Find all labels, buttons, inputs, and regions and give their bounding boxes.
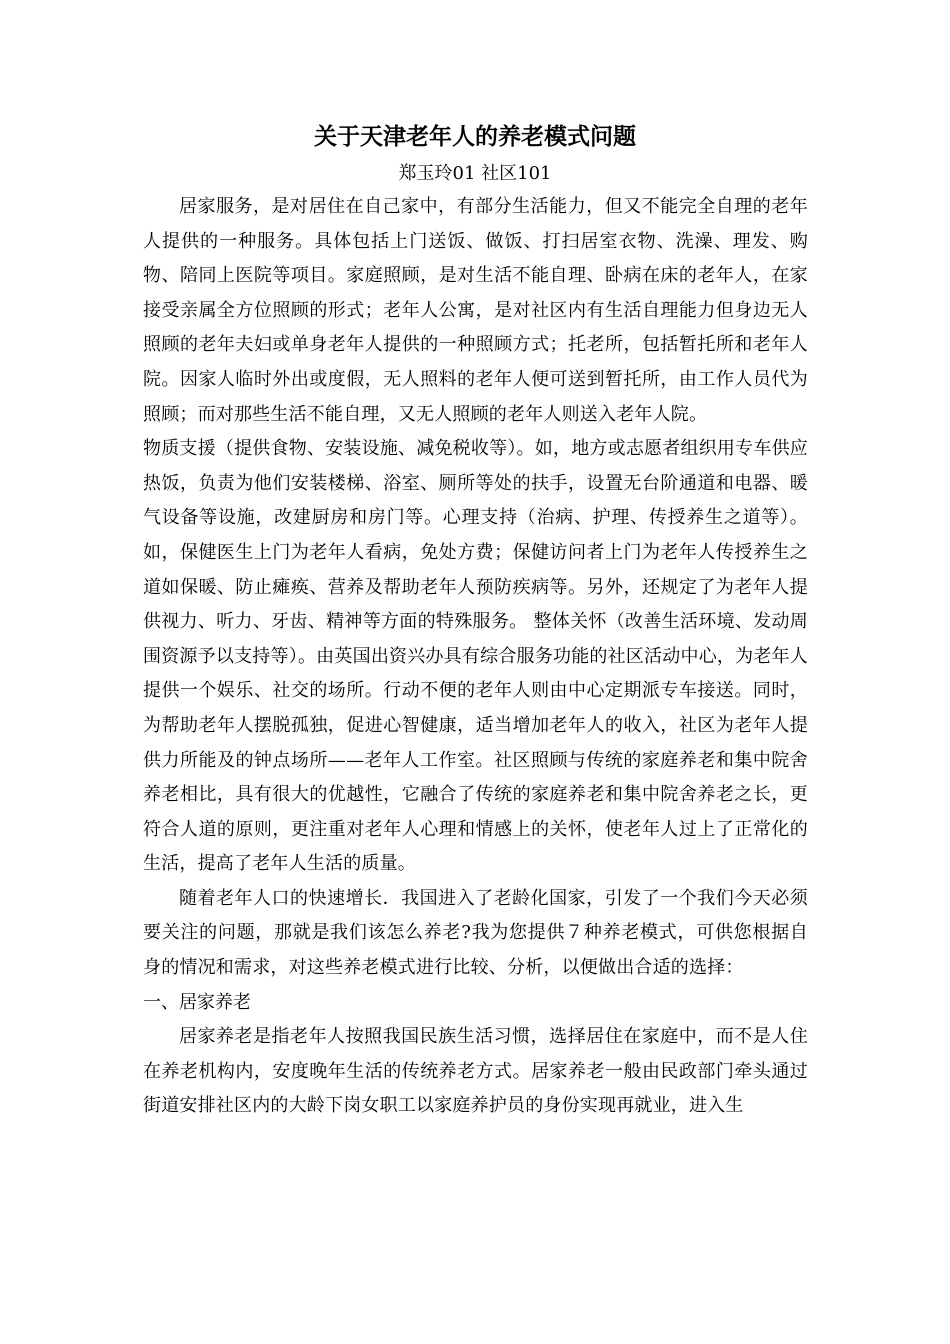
paragraph-aging-intro: 随着老年人口的快速增长．我国进入了老龄化国家，引发了一个我们今天必须要关注的问题，那就是我们该怎么养老?我为您提供７种养老模式，可供您根据自身的情况和需求，对这些养老模式进行比较、分析，以便做出合适的选择： bbox=[143, 887, 808, 979]
section-heading-home-care: 一、居家养老 bbox=[143, 991, 251, 1013]
paragraph-material-support: 物质支援（提供食物、安装设施、减免税收等）。如，地方或志愿者组织用专车供应热饭，负责为他们安装楼梯、浴室、厕所等处的扶手，设置无台阶通道和电器、暖气设备等设施，改建厨房和房门等。心理支持（治病、护理、传授养生之道等）。如，保健医生上门为老年人看病，免处方费；保健访问者上门为老年人传授养生之道如保暖、防止瘫痪、营养及帮助老年人预防疾病等。另外，还规定了为老年人提供视力、听力、牙齿、精神等方面的特殊服务。 整体关怀（改善生活环境、发动周围资源予以支持等）。由英国出资兴办具有综合服务功能的社区活动中心，为老年人提供一个娱乐、社交的场所。行动不便的老年人则由中心定期派专车接送。同时，为帮助老年人摆脱孤独，促进心智健康，适当增加老年人的收入，社区为老年人提供力所能及的钟点场所——老年人工作室。社区照顾与传统的家庭养老和集中院舍养老相比，具有很大的优越性，它融合了传统的家庭养老和集中院舍养老之长，更符合人道的原则，更注重对老年人心理和情感上的关怀，使老年人过上了正常化的生活，提高了老年人生活的质量。 bbox=[143, 438, 808, 875]
document-title: 关于天津老年人的养老模式问题 bbox=[314, 123, 636, 150]
author-line: 郑玉玲01 社区101 bbox=[398, 163, 552, 184]
paragraph-home-service: 居家服务，是对居住在自己家中，有部分生活能力，但又不能完全自理的老年人提供的一种服务。具体包括上门送饭、做饭、打扫居室衣物、洗澡、理发、购物、陪同上医院等项目。家庭照顾，是对生活不能自理、卧病在床的老年人，在家接受亲属全方位照顾的形式；老年人公寓，是对社区内有生活自理能力但身边无人照顾的老年夫妇或单身老年人提供的一种照顾方式；托老所，包括暂托所和老年人院。因家人临时外出或度假，无人照料的老年人便可送到暂托所，由工作人员代为照顾；而对那些生活不能自理，又无人照顾的老年人则送入老年人院。 bbox=[143, 196, 808, 425]
document-body bbox=[143, 190, 808, 1124]
paragraph-home-care: 居家养老是指老年人按照我国民族生活习惯，选择居住在家庭中，而不是人住在养老机构内，安度晚年生活的传统养老方式。居家养老一般由民政部门牵头通过街道安排社区内的大龄下岗女职工以家庭养护员的身份实现再就业，进入生 bbox=[143, 1026, 808, 1117]
